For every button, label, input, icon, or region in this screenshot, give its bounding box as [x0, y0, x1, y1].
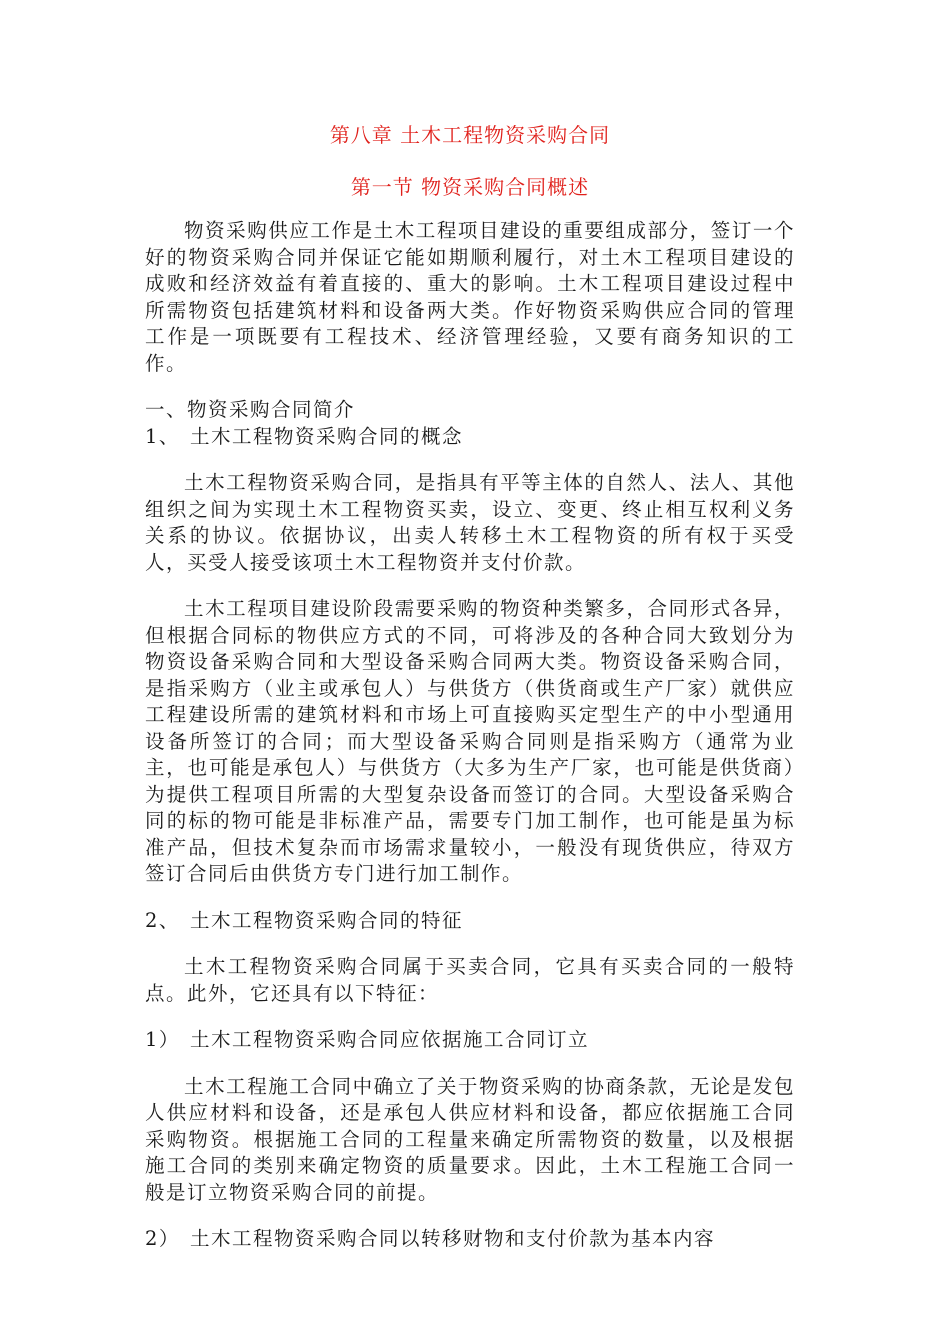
heading-text: 土木工程物资采购合同的特征 [190, 908, 464, 932]
heading-concept [145, 424, 795, 451]
heading-features [145, 908, 795, 935]
heading-number: 1、 [145, 424, 180, 448]
section-title: 第一节 物资采购合同概述 [350, 175, 590, 199]
feature-2-heading [145, 1226, 795, 1253]
document-page [145, 118, 795, 1253]
features-paragraph: 土木工程物资采购合同属于买卖合同，它具有买卖合同的一般特点。此外，它还具有以下特征： [145, 955, 795, 1005]
intro-paragraph: 物资采购供应工作是土木工程项目建设的重要组成部分，签订一个好的物资采购合同并保证它能如期顺利履行，对土木工程项目建设的成败和经济效益有着直接的、重大的影响。土木工程项目建设过程中所需物资包括建筑材料和设备两大类。作好物资采购供应合同的管理工作是一项既要有工程技术、经济管理经验，又要有商务知识的工作。 [145, 219, 795, 375]
heading-number: 1） [145, 1028, 180, 1051]
chapter-title: 第八章 土木工程物资采购合同 [329, 123, 611, 147]
heading-text: 土木工程物资采购合同应依据施工合同订立 [190, 1028, 590, 1051]
feature-1-heading [145, 1027, 795, 1054]
heading-text: 土木工程物资采购合同的概念 [190, 424, 464, 448]
concept-paragraph: 土木工程物资采购合同，是指具有平等主体的自然人、法人、其他组织之间为实现土木工程物资买卖，设立、变更、终止相互权利义务关系的协议。依据协议，出卖人转移土木工程物资的所有权于买受人，买受人接受该项土木工程物资并支付价款。 [145, 471, 795, 574]
heading-number: 2） [145, 1227, 180, 1250]
heading-text: 土木工程物资采购合同以转移财物和支付价款为基本内容 [190, 1227, 716, 1250]
heading-contract-intro: 一、物资采购合同简介 [145, 398, 356, 421]
types-paragraph: 土木工程项目建设阶段需要采购的物资种类繁多，合同形式各异，但根据合同标的物供应方式的不同，可将涉及的各种合同大致划分为物资设备采购合同和大型设备采购合同两大类。物资设备采购合同，是指采购方（业主或承包人）与供货方（供货商或生产厂家）就供应工程建设所需的建筑材料和市场上可直接购买定型生产的中小型通用设备所签订的合同；而大型设备采购合同则是指采购方（通常为业主，也可能是承包人）与供货方（大多为生产厂家，也可能是供货商）为提供工程项目所需的大型复杂设备而签订的合同。大型设备采购合同的标的物可能是非标准产品，需要专门加工制作，也可能是虽为标准产品，但技术复杂而市场需求量较小，一般没有现货供应，待双方签订合同后由供货方专门进行加工制作。 [145, 597, 795, 885]
heading-number: 2、 [145, 908, 180, 932]
feature-1-paragraph: 土木工程施工合同中确立了关于物资采购的协商条款，无论是发包人供应材料和设备，还是承包人供应材料和设备，都应依据施工合同采购物资。根据施工合同的工程量来确定所需物资的数量，以及根据施工合同的类别来确定物资的质量要求。因此，土木工程施工合同一般是订立物资采购合同的前提。 [145, 1074, 795, 1204]
